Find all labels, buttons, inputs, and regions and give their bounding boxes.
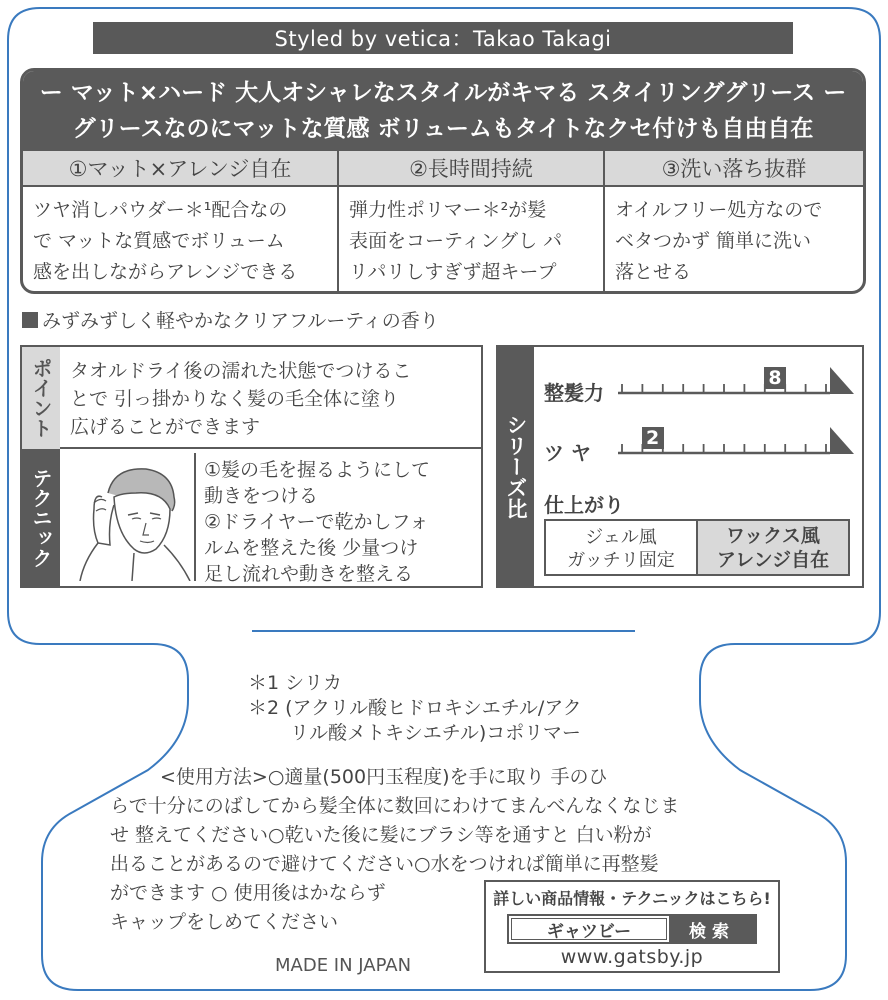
man-styling-hair-icon (64, 453, 192, 581)
series-label (498, 347, 534, 586)
headline-line-1: ー マット×ハード 大人オシャレなスタイルがキマる スタイリンググリース ー (39, 80, 847, 106)
made-in-label: MADE IN JAPAN (275, 955, 412, 976)
point-line: タオルドライ後の濡れた状態でつけるこ (70, 360, 412, 382)
usage-line: 出ることがあるので避けてください○水をつければ簡単に再整髪 (110, 853, 659, 875)
feature-text-line: ベタつかず 簡単に洗い (615, 230, 812, 252)
feature-text-line: オイルフリー処方なので (615, 199, 823, 221)
usage-line: ができます ○ 使用後はかならず (110, 882, 386, 904)
finish-wax-line: ワックス風 (726, 524, 820, 547)
technique-label (22, 449, 60, 586)
features-panel (20, 68, 866, 294)
aroma-note (22, 306, 439, 333)
gauge-arrow-icon (830, 367, 854, 394)
point-technique-panel (20, 345, 483, 588)
separator-line (252, 630, 635, 632)
series-label-text: シリーズ比 (504, 414, 528, 519)
finish-gel-line: ガッチリ固定 (567, 549, 675, 571)
features-headline (23, 71, 863, 151)
feature-title: ③洗い落ち抜群 (605, 151, 863, 187)
point-label (22, 347, 60, 449)
usage-line: <使用方法>○適量(500円玉程度)を手に取り 手のひ (160, 766, 608, 788)
aroma-text: みずみずしく軽やかなクリアフルーティの香り (42, 310, 439, 332)
feature-title: ②長時間持続 (339, 151, 603, 187)
technique-line: 動きをつける (204, 485, 319, 507)
feature-text-line: リパリしすぎず超キープ (349, 261, 557, 283)
feature-easy-wash (605, 151, 863, 291)
footnote-1: ＊1 シリカ (248, 672, 342, 694)
feature-text-line: で マットな質感でボリューム (33, 230, 285, 252)
technique-line: ルムを整えた後 少量つけ (204, 537, 419, 559)
feature-long-lasting (339, 151, 605, 291)
search-query: ギャツビー (511, 918, 667, 940)
usage-line: キャップをしめてください (110, 911, 339, 933)
feature-text-line: 落とせる (615, 261, 692, 283)
technique-line: 足し流れや動きを整える (204, 563, 414, 585)
feature-text-line: 感を出しながらアレンジできる (33, 261, 298, 283)
finish-label: 仕上がり (544, 493, 624, 517)
usage-line: せ 整えてください○乾いた後に髪にブラシ等を通すと 白い粉が (110, 824, 652, 846)
point-label-text: ポイント (29, 358, 53, 438)
footnote-2-line-1: ＊2 (アクリル酸ヒドロキシエチル/アク (248, 697, 582, 719)
feature-matte (23, 151, 339, 291)
divider (60, 447, 481, 449)
website-url: www.gatsby.jp (560, 946, 704, 968)
stylist-credit: Styled by vetica：Takao Takagi (93, 22, 793, 54)
technique-text (204, 457, 479, 587)
finish-wax (698, 521, 848, 574)
technique-line: ②ドライヤーで乾かしフォ (204, 511, 429, 533)
feature-text-line: 弾力性ポリマー＊²が髪 (349, 199, 547, 221)
usage-line: らで十分にのばしてから髪全体に数回にわけてまんべんなくなじま (110, 795, 680, 817)
feature-text-line: 表面をコーティングし パ (349, 230, 563, 252)
finish-wax-line: アレンジ自在 (716, 548, 830, 571)
hold-label: 整髪力 (544, 381, 604, 405)
feature-text-line: ツヤ消しパウダー＊¹配合なの (33, 199, 288, 221)
point-line: 広げることができます (70, 416, 261, 438)
shine-label: ツ ヤ (544, 441, 591, 465)
footnote-2-line-2: リル酸メトキシエチル)コポリマー (290, 722, 581, 744)
series-comparison-panel (496, 345, 864, 588)
finish-gel-line: ジェル風 (585, 526, 657, 548)
square-bullet-icon (22, 312, 38, 328)
search-button: 検索 (669, 916, 755, 942)
shine-value-badge: 2 (642, 427, 664, 449)
info-heading: 詳しい商品情報・テクニックはこちら! (493, 889, 771, 908)
headline-line-2: グリースなのにマットな質感 ボリュームもタイトなクセ付けも自由自在 (72, 116, 814, 142)
product-info-box (484, 880, 780, 973)
search-box (507, 914, 757, 944)
finish-comparison (544, 519, 850, 576)
feature-title: ①マット×アレンジ自在 (23, 151, 337, 187)
styling-illustration (64, 453, 196, 581)
technique-label-text: テクニック (29, 467, 53, 568)
gauge-arrow-icon (830, 427, 854, 454)
technique-line: ①髪の毛を握るようにして (204, 459, 431, 481)
finish-gel (546, 521, 698, 574)
point-text (70, 357, 480, 441)
point-line: とで 引っ掛かりなく髪の毛全体に塗り (70, 388, 400, 410)
hold-value-badge: 8 (764, 367, 786, 389)
hold-gauge (618, 363, 858, 407)
